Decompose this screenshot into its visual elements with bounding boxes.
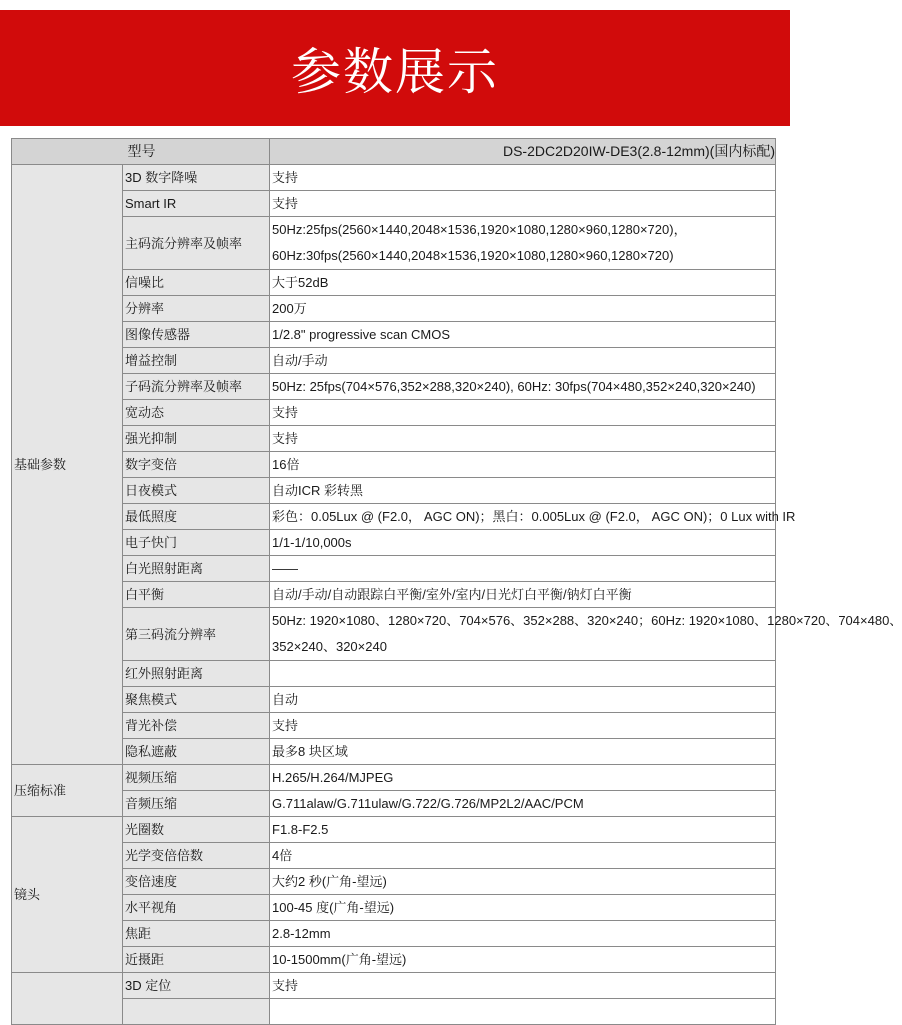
page-title: 参数展示 bbox=[291, 43, 499, 101]
spec-label: 近摄距 bbox=[123, 947, 270, 973]
table-row bbox=[12, 895, 776, 921]
spec-label: 信噪比 bbox=[123, 270, 270, 296]
table-row bbox=[12, 921, 776, 947]
table-row bbox=[12, 869, 776, 895]
table-row bbox=[12, 400, 776, 426]
spec-label: 日夜模式 bbox=[123, 478, 270, 504]
group-label: 镜头 bbox=[12, 817, 123, 973]
spec-label: 水平视角 bbox=[123, 895, 270, 921]
table-row bbox=[12, 713, 776, 739]
spec-value-line: 352×240、320×240 bbox=[272, 639, 387, 654]
spec-label: 电子快门 bbox=[123, 530, 270, 556]
spec-label bbox=[123, 999, 270, 1025]
table-row bbox=[12, 478, 776, 504]
table-row bbox=[12, 999, 776, 1025]
group-label: 压缩标准 bbox=[12, 765, 123, 817]
table-row bbox=[12, 426, 776, 452]
spec-value: 200万 bbox=[270, 296, 776, 322]
spec-value bbox=[270, 217, 776, 270]
spec-label: 分辨率 bbox=[123, 296, 270, 322]
spec-value: 自动/手动/自动跟踪白平衡/室外/室内/日光灯白平衡/钠灯白平衡 bbox=[270, 582, 776, 608]
group-label bbox=[12, 973, 123, 1025]
spec-label: Smart IR bbox=[123, 191, 270, 217]
table-header-row bbox=[12, 139, 776, 165]
spec-label: 3D 定位 bbox=[123, 973, 270, 999]
spec-value: 1/1-1/10,000s bbox=[270, 530, 776, 556]
spec-value: 大约2 秒(广角-望远) bbox=[270, 869, 776, 895]
spec-value: 支持 bbox=[270, 400, 776, 426]
spec-value: 10-1500mm(广角-望远) bbox=[270, 947, 776, 973]
spec-label: 变倍速度 bbox=[123, 869, 270, 895]
spec-label: 白平衡 bbox=[123, 582, 270, 608]
spec-value: —— bbox=[270, 556, 776, 582]
spec-label: 光学变倍倍数 bbox=[123, 843, 270, 869]
spec-label: 主码流分辨率及帧率 bbox=[123, 217, 270, 270]
header-banner bbox=[0, 10, 790, 126]
table-row bbox=[12, 296, 776, 322]
table-row bbox=[12, 374, 776, 400]
table-row bbox=[12, 791, 776, 817]
spec-value: 彩色：0.05Lux @ (F2.0， AGC ON)；黑白：0.005Lux @ (F2.0， AGC ON)；0 Lux with IR bbox=[270, 504, 776, 530]
spec-table bbox=[11, 138, 902, 1025]
spec-value: 1/2.8" progressive scan CMOS bbox=[270, 322, 776, 348]
spec-value: 50Hz: 25fps(704×576,352×288,320×240), 60Hz: 30fps(704×480,352×240,320×240) bbox=[270, 374, 776, 400]
spec-value-line: 50Hz:25fps(2560×1440,2048×1536,1920×1080,1280×960,1280×720)， bbox=[272, 222, 687, 237]
table-row bbox=[12, 165, 776, 191]
table-row bbox=[12, 687, 776, 713]
spec-label: 最低照度 bbox=[123, 504, 270, 530]
spec-value bbox=[270, 661, 776, 687]
spec-value: H.265/H.264/MJPEG bbox=[270, 765, 776, 791]
spec-label: 白光照射距离 bbox=[123, 556, 270, 582]
group-label: 基础参数 bbox=[12, 165, 123, 765]
spec-label: 光圈数 bbox=[123, 817, 270, 843]
table-row bbox=[12, 191, 776, 217]
spec-label: 红外照射距离 bbox=[123, 661, 270, 687]
table-row bbox=[12, 582, 776, 608]
table-row bbox=[12, 661, 776, 687]
spec-value: 支持 bbox=[270, 426, 776, 452]
spec-value: 最多8 块区域 bbox=[270, 739, 776, 765]
spec-value: 自动ICR 彩转黑 bbox=[270, 478, 776, 504]
table-row bbox=[12, 270, 776, 296]
table-row bbox=[12, 973, 776, 999]
spec-value: 16倍 bbox=[270, 452, 776, 478]
spec-value: 支持 bbox=[270, 973, 776, 999]
table-row bbox=[12, 765, 776, 791]
spec-label: 强光抑制 bbox=[123, 426, 270, 452]
spec-value: 支持 bbox=[270, 191, 776, 217]
table-row bbox=[12, 322, 776, 348]
spec-label: 背光补偿 bbox=[123, 713, 270, 739]
table-row bbox=[12, 348, 776, 374]
spec-value-line: 50Hz: 1920×1080、1280×720、704×576、352×288、320×240；60Hz: 1920×1080、1280×720、704×480、 bbox=[272, 613, 902, 628]
spec-value bbox=[270, 608, 902, 661]
spec-label: 增益控制 bbox=[123, 348, 270, 374]
spec-value bbox=[270, 999, 776, 1025]
table-row bbox=[12, 843, 776, 869]
table-row bbox=[12, 217, 776, 270]
model-value: DS-2DC2D20IW-DE3(2.8-12mm)(国内标配) bbox=[270, 139, 776, 165]
spec-table-container bbox=[11, 138, 902, 1018]
spec-label: 数字变倍 bbox=[123, 452, 270, 478]
model-label: 型号 bbox=[12, 139, 270, 165]
table-row bbox=[12, 608, 776, 661]
table-row bbox=[12, 556, 776, 582]
table-row bbox=[12, 452, 776, 478]
spec-label: 第三码流分辨率 bbox=[123, 608, 270, 661]
spec-label: 宽动态 bbox=[123, 400, 270, 426]
spec-value: 100-45 度(广角-望远) bbox=[270, 895, 776, 921]
spec-label: 音频压缩 bbox=[123, 791, 270, 817]
spec-label: 子码流分辨率及帧率 bbox=[123, 374, 270, 400]
spec-value: 支持 bbox=[270, 165, 776, 191]
spec-value: 自动 bbox=[270, 687, 776, 713]
spec-label: 图像传感器 bbox=[123, 322, 270, 348]
spec-label: 3D 数字降噪 bbox=[123, 165, 270, 191]
spec-value: 自动/手动 bbox=[270, 348, 776, 374]
table-row bbox=[12, 817, 776, 843]
spec-value: 支持 bbox=[270, 713, 776, 739]
table-row bbox=[12, 504, 776, 530]
spec-value-line: 60Hz:30fps(2560×1440,2048×1536,1920×1080,1280×960,1280×720) bbox=[272, 248, 674, 263]
spec-value: 2.8-12mm bbox=[270, 921, 776, 947]
spec-label: 聚焦模式 bbox=[123, 687, 270, 713]
spec-label: 隐私遮蔽 bbox=[123, 739, 270, 765]
table-row bbox=[12, 739, 776, 765]
spec-value: 大于52dB bbox=[270, 270, 776, 296]
table-row bbox=[12, 530, 776, 556]
spec-value: 4倍 bbox=[270, 843, 776, 869]
table-row bbox=[12, 947, 776, 973]
spec-value: G.711alaw/G.711ulaw/G.722/G.726/MP2L2/AAC/PCM bbox=[270, 791, 776, 817]
spec-label: 焦距 bbox=[123, 921, 270, 947]
spec-value: F1.8-F2.5 bbox=[270, 817, 776, 843]
spec-label: 视频压缩 bbox=[123, 765, 270, 791]
